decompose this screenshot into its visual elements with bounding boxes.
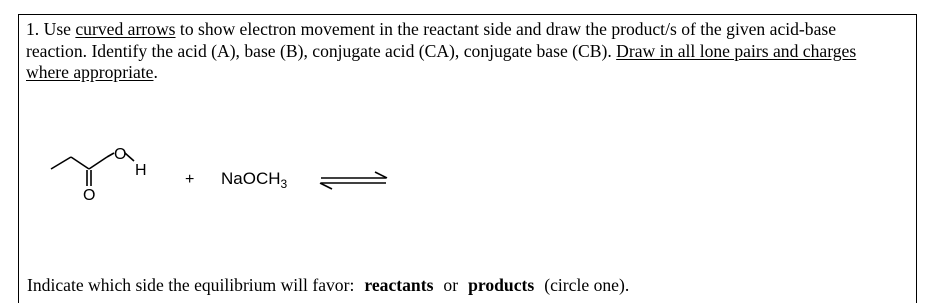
question-box xyxy=(18,14,917,303)
hydroxyl-o-label: O xyxy=(114,146,127,163)
question-number: 1. xyxy=(26,19,40,39)
bond-2 xyxy=(71,157,89,169)
reagent-formula xyxy=(221,169,288,191)
option-products[interactable]: products xyxy=(468,275,535,295)
forward-arrowhead xyxy=(375,172,387,178)
carbonyl-o-label: O xyxy=(83,187,96,204)
reaction-scheme xyxy=(41,145,401,225)
circle-one-hint: (circle one). xyxy=(544,275,630,295)
bond-c-o xyxy=(107,153,114,157)
equilibrium-arrows xyxy=(320,172,387,189)
bond-1 xyxy=(51,157,71,169)
equilibrium-prompt: Indicate which side the equilibrium will favor: xyxy=(27,275,355,295)
equilibrium-question xyxy=(27,274,629,296)
question-seg2: to show electron movement in the reactant side and draw the product/s of the given acid-base reaction. Identify the acid (A), base (B), conjugate acid (CA), conjugate base (CB). xyxy=(26,19,837,61)
option-reactants[interactable]: reactants xyxy=(364,275,434,295)
curved-arrows-text: curved arrows xyxy=(75,19,176,39)
bond-3 xyxy=(89,157,107,169)
plus-sign: + xyxy=(185,171,195,188)
or-text: or xyxy=(443,275,459,295)
lone-pairs-instruction: Draw in all lone pairs and charges where appropriate xyxy=(26,40,857,82)
question-end: . xyxy=(153,62,158,82)
question-seg1: Use xyxy=(43,19,76,39)
hydrogen-label: H xyxy=(135,162,147,179)
question-text xyxy=(26,19,886,84)
reverse-arrowhead xyxy=(320,183,332,189)
reagent-subscript: 3 xyxy=(280,177,288,191)
reagent-main: NaOCH xyxy=(221,169,281,188)
reaction-svg xyxy=(41,145,401,225)
